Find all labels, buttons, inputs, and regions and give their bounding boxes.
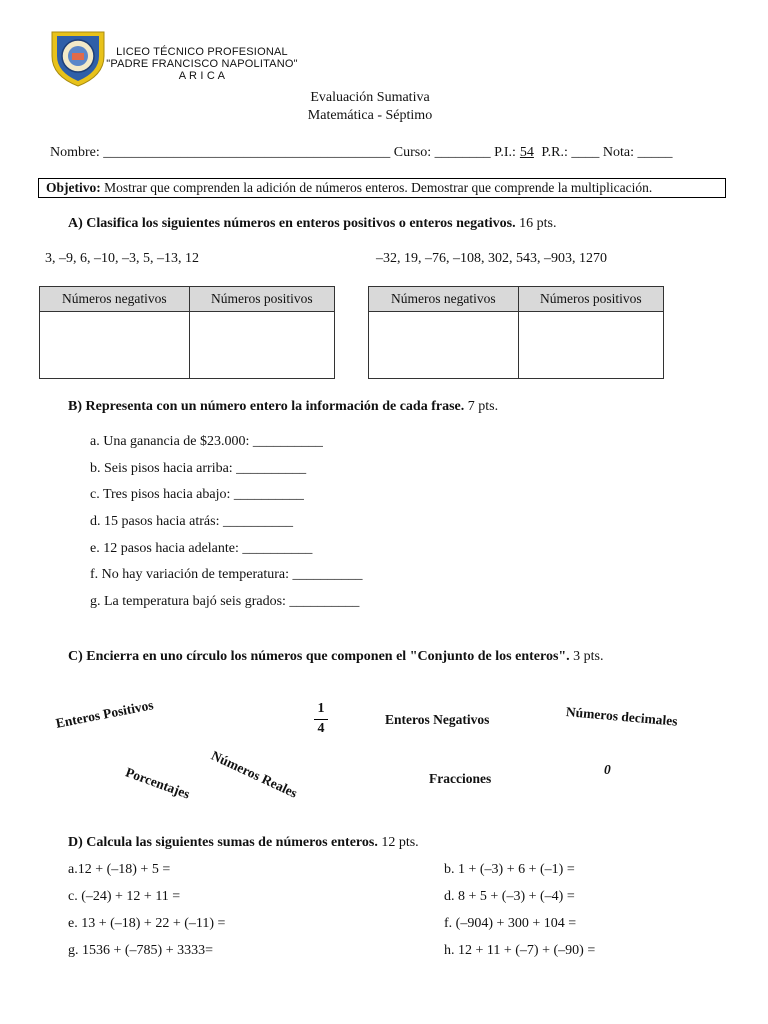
section-c-points: 3 pts. xyxy=(573,649,604,664)
numbers-list-right: –32, 19, –76, –108, 302, 543, –903, 1270 xyxy=(376,251,607,266)
header-positivos: Números positivos xyxy=(518,287,663,312)
school-line-2: "PADRE FRANCISCO NAPOLITANO" xyxy=(106,58,298,70)
word-fracciones[interactable]: Fracciones xyxy=(429,771,492,786)
cell-positivos[interactable] xyxy=(189,312,334,379)
sum-exercise[interactable]: h. 12 + 11 + (–7) + (–90) = xyxy=(444,943,596,958)
cell-negativos[interactable] xyxy=(40,312,190,379)
objective-label: Objetivo: xyxy=(46,180,101,195)
school-line-1: LICEO TÉCNICO PROFESIONAL xyxy=(116,46,288,58)
student-info-line xyxy=(50,145,672,161)
fraction-numerator: 1 xyxy=(317,701,325,716)
fraction-denominator: 4 xyxy=(317,721,325,736)
classification-table-left xyxy=(39,286,335,379)
school-city: A R I C A xyxy=(178,70,226,82)
section-a-title: A) Clasifica los siguientes números en enteros positivos o enteros negativos. xyxy=(68,216,516,231)
section-d-title: D) Calcula las siguientes sumas de números enteros. xyxy=(68,835,378,850)
section-b-title: B) Representa con un número entero la información de cada frase. xyxy=(68,399,465,414)
phrase-item[interactable]: g. La temperatura bajó seis grados: __________ xyxy=(90,594,360,609)
objective-text: Mostrar que comprenden la adición de números enteros. Demostrar que comprende la multiplicación. xyxy=(104,180,653,195)
word-numeros-reales[interactable]: Números Reales xyxy=(209,747,300,801)
cell-positivos[interactable] xyxy=(518,312,663,379)
sum-exercise[interactable]: g. 1536 + (–785) + 3333= xyxy=(68,943,214,958)
sum-exercise[interactable]: d. 8 + 5 + (–3) + (–4) = xyxy=(444,889,575,904)
pi-label: P.I.: xyxy=(494,145,516,160)
sum-exercise[interactable]: f. (–904) + 300 + 104 = xyxy=(444,916,577,931)
section-d-heading xyxy=(68,835,419,851)
sum-exercise[interactable]: e. 13 + (–18) + 22 + (–11) = xyxy=(68,916,226,931)
numbers-list-left: 3, –9, 6, –10, –3, 5, –13, 12 xyxy=(45,251,199,266)
header-negativos: Números negativos xyxy=(369,287,519,312)
pr-field[interactable]: ____ xyxy=(571,145,600,160)
word-numeros-decimales[interactable]: Números decimales xyxy=(565,704,679,729)
phrase-item[interactable]: c. Tres pisos hacia abajo: __________ xyxy=(90,487,304,502)
section-a-points: 16 pts. xyxy=(519,216,557,231)
phrase-item[interactable]: a. Una ganancia de $23.000: __________ xyxy=(90,434,323,449)
sum-exercise[interactable]: b. 1 + (–3) + 6 + (–1) = xyxy=(444,862,575,877)
classification-table-right xyxy=(368,286,664,379)
objective-box xyxy=(38,178,726,198)
fraction-bar xyxy=(314,719,328,720)
sum-exercise[interactable]: a.12 + (–18) + 5 = xyxy=(68,862,171,877)
section-d-points: 12 pts. xyxy=(381,835,419,850)
exam-title: Evaluación Sumativa xyxy=(310,90,430,105)
nombre-label: Nombre: xyxy=(50,145,100,160)
phrase-item[interactable]: d. 15 pasos hacia atrás: __________ xyxy=(90,514,293,529)
school-name xyxy=(96,46,308,82)
pr-label: P.R.: xyxy=(541,145,568,160)
cell-negativos[interactable] xyxy=(369,312,519,379)
header-negativos: Números negativos xyxy=(40,287,190,312)
phrase-item[interactable]: b. Seis pisos hacia arriba: __________ xyxy=(90,461,307,476)
word-enteros-negativos[interactable]: Enteros Negativos xyxy=(385,712,490,727)
word-cero[interactable]: 0 xyxy=(604,762,611,777)
section-b-heading xyxy=(68,399,498,415)
pi-value: 54 xyxy=(519,145,534,160)
section-a-heading xyxy=(68,216,556,232)
nota-field[interactable]: _____ xyxy=(637,145,673,160)
curso-label: Curso: xyxy=(393,145,432,160)
phrase-item[interactable]: e. 12 pasos hacia adelante: __________ xyxy=(90,541,313,556)
section-c-title: C) Encierra en uno círculo los números que componen el "Conjunto de los enteros". xyxy=(68,649,570,664)
word-porcentajes[interactable]: Porcentajes xyxy=(123,764,192,802)
section-c-heading xyxy=(68,649,604,665)
nombre-field[interactable]: _________________________________________ xyxy=(103,145,391,160)
fraction-one-quarter[interactable] xyxy=(314,702,328,736)
header-positivos: Números positivos xyxy=(189,287,334,312)
curso-field[interactable]: ________ xyxy=(434,145,491,160)
word-enteros-positivos[interactable]: Enteros Positivos xyxy=(54,697,155,731)
sum-exercise[interactable]: c. (–24) + 12 + 11 = xyxy=(68,889,181,904)
nota-label: Nota: xyxy=(602,145,634,160)
section-b-points: 7 pts. xyxy=(467,399,499,414)
phrase-item[interactable]: f. No hay variación de temperatura: __________ xyxy=(90,567,363,582)
exam-subtitle: Matemática - Séptimo xyxy=(307,108,433,123)
